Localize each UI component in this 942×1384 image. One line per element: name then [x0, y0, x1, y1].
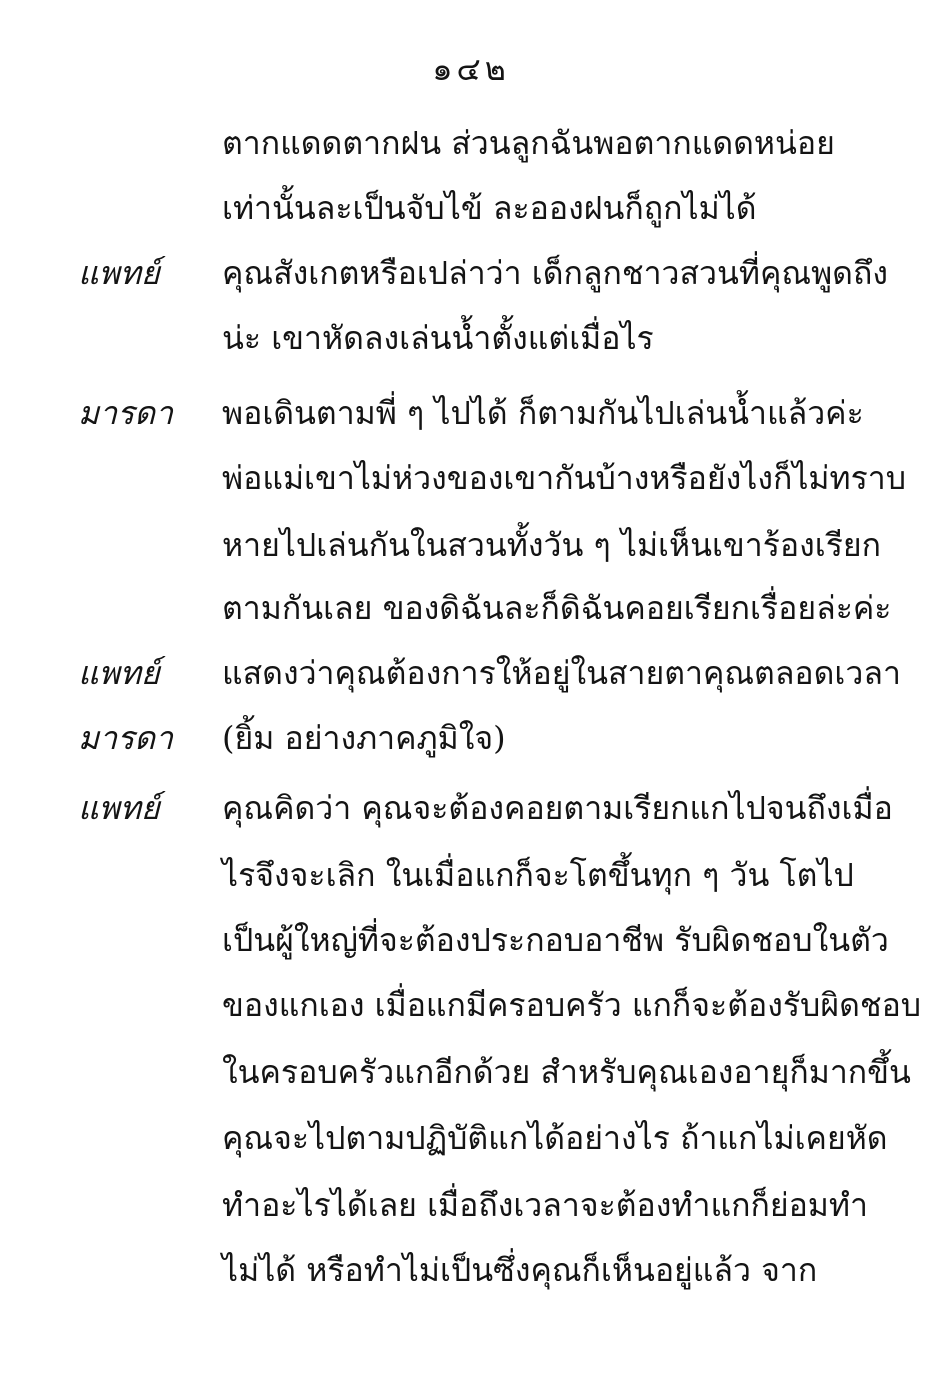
dialogue-text: คุณจะไปตามปฏิบัติแกได้อย่างไร ถ้าแกไม่เคยหัด: [222, 1119, 888, 1157]
speaker-label: มารดา: [78, 719, 173, 757]
dialogue-text: ตามกันเลย ของดิฉันละก็ดิฉันคอยเรียกเรื่อยล่ะค่ะ: [222, 589, 892, 627]
dialogue-line: [0, 520, 942, 580]
dialogue-text: แสดงว่าคุณต้องการให้อยู่ในสายตาคุณตลอดเวลา: [222, 654, 901, 692]
dialogue-text: ไรจึงจะเลิก ในเมื่อแกก็จะโตขึ้นทุก ๆ วัน โตไป: [222, 856, 854, 894]
dialogue-text: พ่อแม่เขาไม่ห่วงของเขากันบ้างหรือยังไงก็ไม่ทราบ: [222, 459, 907, 497]
dialogue-text: พอเดินตามพี่ ๆ ไปได้ ก็ตามกันไปเล่นน้ำแล้วค่ะ: [222, 394, 864, 432]
dialogue-line: [0, 453, 942, 513]
dialogue-line: [0, 1245, 942, 1305]
dialogue-line: [0, 980, 942, 1040]
dialogue-line: [0, 248, 942, 308]
dialogue-line: [0, 648, 942, 708]
dialogue-line: [0, 388, 942, 448]
dialogue-text: หายไปเล่นกันในสวนทั้งวัน ๆ ไม่เห็นเขาร้องเรียก: [222, 526, 882, 564]
speaker-label: มารดา: [78, 394, 173, 432]
dialogue-text: น่ะ เขาหัดลงเล่นน้ำตั้งแต่เมื่อไร: [222, 319, 654, 357]
dialogue-text: ในครอบครัวแกอีกด้วย สำหรับคุณเองอายุก็มากขึ้น: [222, 1053, 911, 1091]
dialogue-text: (ยิ้ม อย่างภาคภูมิใจ): [222, 719, 506, 757]
dialogue-line: [0, 713, 942, 773]
dialogue-line: [0, 313, 942, 373]
speaker-label: แพทย์: [78, 254, 160, 292]
dialogue-text: ทำอะไรได้เลย เมื่อถึงเวลาจะต้องทำแกก็ย่อมทำ: [222, 1186, 868, 1224]
dialogue-text: เป็นผู้ใหญ่ที่จะต้องประกอบอาชีพ รับผิดชอบในตัว: [222, 921, 889, 959]
page-number: ๑๔๒: [432, 50, 510, 88]
dialogue-line: [0, 1047, 942, 1107]
dialogue-text: ไม่ได้ หรือทำไม่เป็นซึ่งคุณก็เห็นอยู่แล้ว จาก: [222, 1251, 818, 1289]
dialogue-text: ตากแดดตากฝน ส่วนลูกฉันพอตากแดดหน่อย: [222, 124, 835, 162]
speaker-label: แพทย์: [78, 789, 160, 827]
dialogue-text: คุณคิดว่า คุณจะต้องคอยตามเรียกแกไปจนถึงเมื่อ: [222, 789, 893, 827]
dialogue-line: [0, 915, 942, 975]
dialogue-text: คุณสังเกตหรือเปล่าว่า เด็กลูกชาวสวนที่คุณพูดถึง: [222, 254, 888, 292]
dialogue-line: [0, 1180, 942, 1240]
dialogue-line: [0, 183, 942, 243]
speaker-label: แพทย์: [78, 654, 160, 692]
dialogue-text: เท่านั้นละเป็นจับไข้ ละอองฝนก็ถูกไม่ได้: [222, 189, 757, 227]
dialogue-line: [0, 1113, 942, 1173]
dialogue-line: [0, 783, 942, 843]
dialogue-line: [0, 583, 942, 643]
dialogue-line: [0, 118, 942, 178]
dialogue-line: [0, 850, 942, 910]
dialogue-text: ของแกเอง เมื่อแกมีครอบครัว แกก็จะต้องรับผิดชอบ: [222, 986, 922, 1024]
